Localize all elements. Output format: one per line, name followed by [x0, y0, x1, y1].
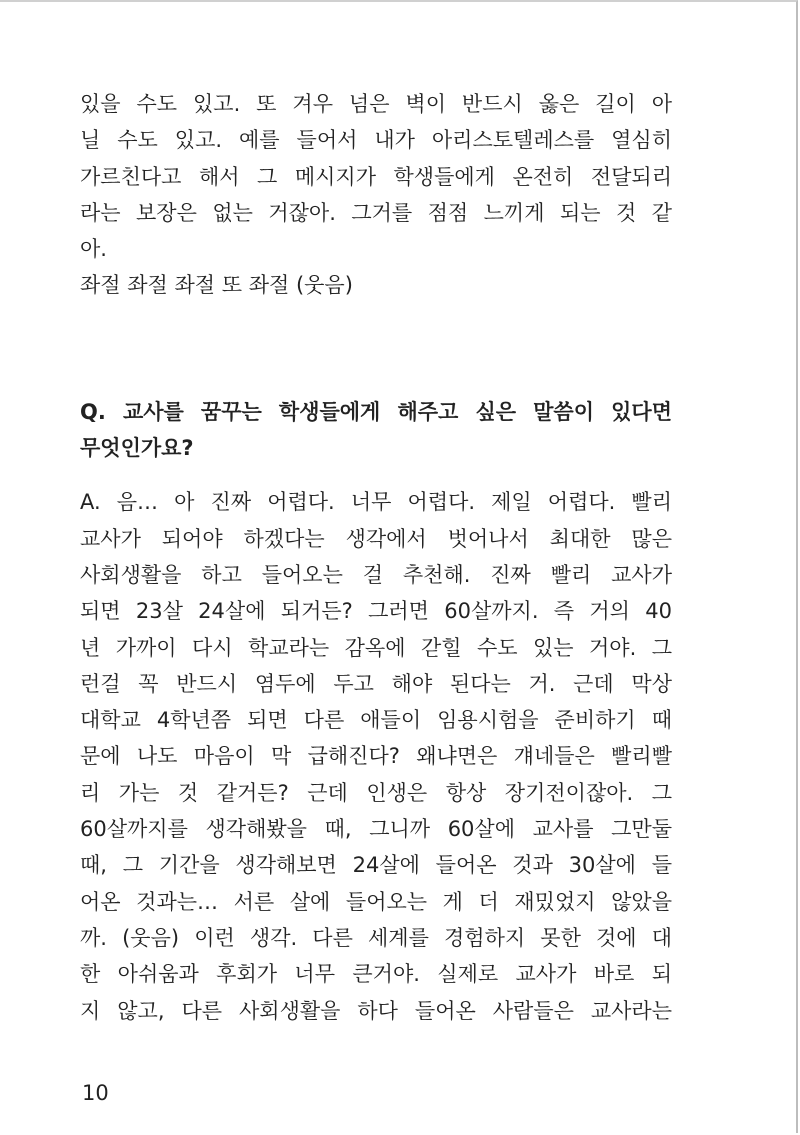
question-line: Q. 교사를 꿈꾸는 학생들에게 해주고 싶은 말씀이 있다면	[80, 399, 672, 424]
answer-line: 사회생활을 하고 들어오는 걸 추천해. 진짜 빨리 교사가	[80, 562, 672, 587]
text-line: 가르친다고 해서 그 메시지가 학생들에게 온전히 전달되리	[80, 164, 672, 189]
paragraph-intro	[80, 86, 672, 304]
answer-line: 때, 그 기간을 생각해보면 24살에 들어온 것과 30살에 들	[80, 853, 672, 878]
answer-line: 지 않고, 다른 사회생활을 하다 들어온 사람들은 교사라는	[80, 998, 672, 1023]
question-line: 무엇인가요?	[80, 436, 194, 461]
answer-line: 런걸 꼭 반드시 염두에 두고 해야 된다는 거. 근데 막상	[80, 671, 672, 696]
page-number: 10	[82, 1081, 109, 1105]
answer-line: 어온 것과는… 서른 살에 들어오는 게 더 재밌었지 않았을	[80, 889, 672, 914]
question-heading	[80, 394, 672, 467]
answer-line: 되면 23살 24살에 되거든? 그러면 60살까지. 즉 거의 40	[80, 599, 672, 624]
text-line: 아.	[80, 237, 107, 262]
page-content	[80, 86, 672, 1029]
answer-line: 한 아쉬움과 후회가 너무 큰거야. 실제로 교사가 바로 되	[80, 962, 672, 987]
answer-paragraph	[80, 484, 672, 1028]
spacer	[80, 304, 672, 394]
answer-line: 문에 나도 마음이 막 급해진다? 왜냐면은 걔네들은 빨리빨	[80, 744, 672, 769]
answer-line: A. 음… 아 진짜 어렵다. 너무 어렵다. 제일 어렵다. 빨리	[80, 490, 672, 515]
text-line: 닐 수도 있고. 예를 들어서 내가 아리스토텔레스를 열심히	[80, 128, 672, 153]
answer-line: 까. (웃음) 이런 생각. 다른 세계를 경험하지 못한 것에 대	[80, 925, 672, 950]
text-line: 있을 수도 있고. 또 겨우 넘은 벽이 반드시 옳은 길이 아	[80, 92, 672, 116]
answer-line: 리 가는 것 같거든? 근데 인생은 항상 장기전이잖아. 그	[80, 780, 672, 805]
spacer	[80, 466, 672, 484]
text-line: 라는 보장은 없는 거잖아. 그거를 점점 느끼게 되는 것 같	[80, 200, 672, 225]
answer-line: 교사가 되어야 하겠다는 생각에서 벗어나서 최대한 많은	[80, 526, 672, 551]
answer-line: 대학교 4학년쯤 되면 다른 애들이 임용시험을 준비하기 때	[80, 708, 672, 733]
answer-line: 년 가까이 다시 학교라는 감옥에 갇힐 수도 있는 거야. 그	[80, 635, 672, 660]
answer-line: 60살까지를 생각해봤을 때, 그니까 60살에 교사를 그만둘	[80, 817, 672, 842]
text-line: 좌절 좌절 좌절 또 좌절 (웃음)	[80, 273, 353, 298]
